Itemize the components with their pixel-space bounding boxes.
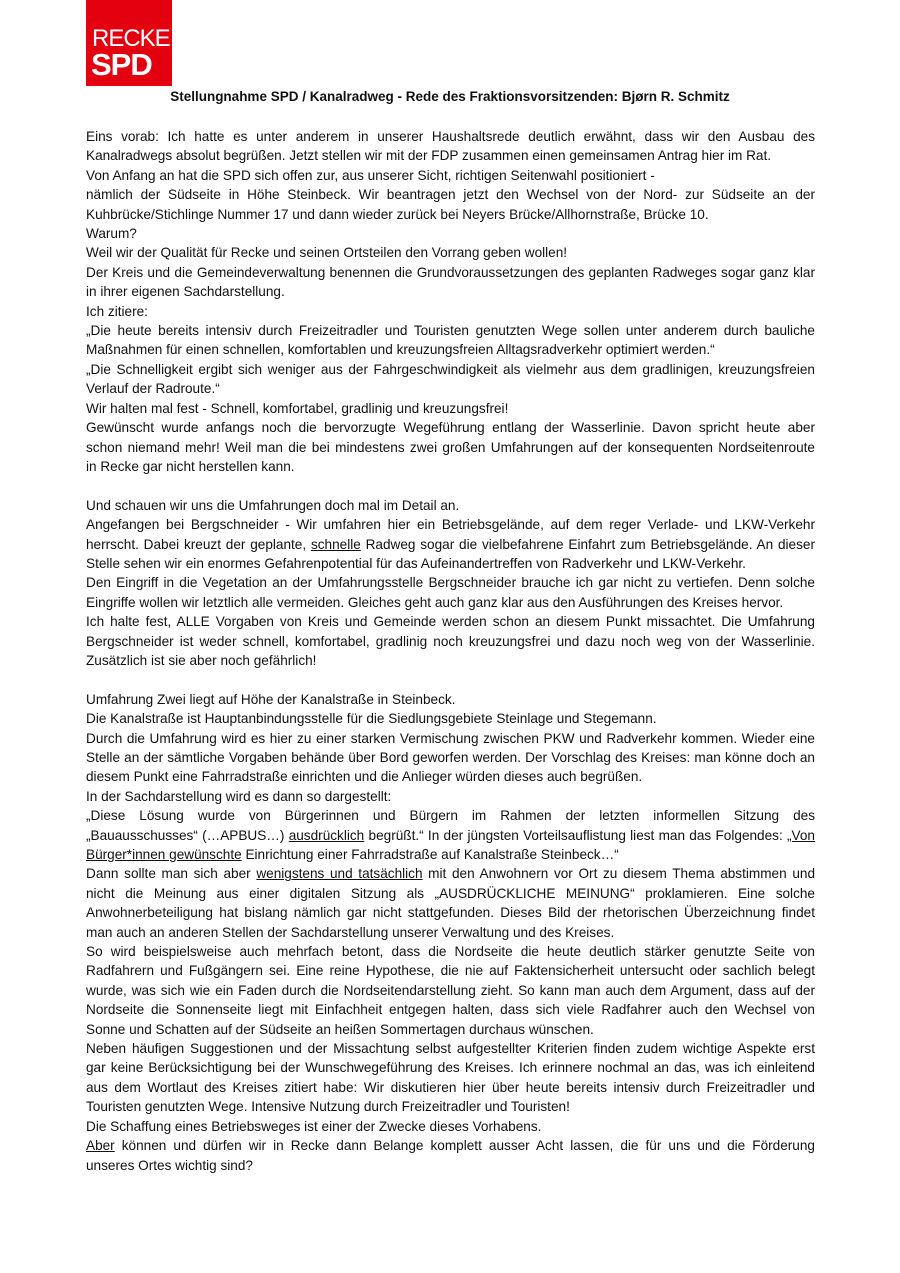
text-line: „Die heute bereits intensiv durch Freizeitradler und Touristen genutzten Wege sollen unter anderem durch bauliche: [86, 323, 815, 339]
document-body: [86, 127, 815, 1175]
text-line: man auch an anderen Stellen der Sachdarstellung unserer Verwaltung und des Kreises.: [86, 924, 615, 940]
logo-line-spd: SPD: [91, 47, 152, 82]
text-line: in Recke gar nicht herstellen kann.: [86, 458, 295, 474]
text-line: aus dem Wortlaut des Kreises zitiert habe: Wir diskutieren hier über heute bereits intensiv durch Freizeitradler und: [86, 1079, 815, 1095]
logo-line-recke: RECKE: [92, 25, 170, 52]
text-line: gar keine Berücksichtigung bei der Wunschwegeführung des Kreises. Ich erinnere nochmal an das, was ich einleitend: [86, 1060, 815, 1076]
text-line: in ihrer eigenen Sachdarstellung.: [86, 284, 285, 300]
text-line: Den Eingriff in die Vegetation an der Umfahrungsstelle Bergschneider brauche ich gar nicht zu vertiefen. Denn solche: [86, 575, 815, 591]
underlined-text: schnelle: [310, 536, 361, 552]
text-line: Radfahrern und Fußgängern sei. Eine reine Hypothese, die nie auf Faktensicherheit untersucht oder sachlich belegt: [86, 963, 815, 979]
text-line: Kuhbrücke/Stichlinge Nummer 17 und dann wieder zurück bei Neyers Brücke/Allhornstraße, Brücke 10.: [86, 206, 709, 222]
text-line: schon niemand mehr! Weil man die bei mindestens zwei großen Umfahrungen auf der konsequenten Nordseitenroute: [86, 439, 815, 455]
text-line: Touristen genutzten Wege. Intensive Nutzung durch Freizeitradler und Touristen!: [86, 1099, 570, 1115]
underlined-text: Bürger*innen gewünschte: [86, 847, 242, 862]
text-line: „Bauausschusses“ (…APBUS…) ausdrücklich begrüßt.“ In der jüngsten Vorteilsauflistung liest man das Folgendes: „Von: [86, 827, 815, 843]
text-line: „Diese Lösung wurde von Bürgerinnen und Bürgern im Rahmen der letzten informellen Sitzung des: [86, 808, 815, 824]
underlined-text: „Von: [787, 827, 815, 843]
text-line: Die Schaffung eines Betriebsweges ist einer der Zwecke dieses Vorhabens.: [86, 1118, 542, 1134]
text-line: Eins vorab: Ich hatte es unter anderem in unserer Haushaltsrede deutlich erwähnt, dass wir den Ausbau des: [86, 129, 815, 144]
text-line: Bergschneider ist weder schnell, komfortabel, gradlinig noch kreuzungsfrei und dazu noch weg von der Wasserlinie.: [86, 633, 815, 649]
text-line: Maßnahmen für einen schnellen, komfortablen und kreuzungsfreien Alltagsradverkehr optimiert werden.“: [86, 342, 715, 358]
text-line: nämlich der Südseite in Höhe Steinbeck. Wir beantragen jetzt den Wechsel von der Nord- zur Südseite an der: [86, 187, 815, 203]
text-line: Ich zitiere:: [86, 303, 148, 319]
text-line: Anwohnerbeteiligung hat bislang nämlich gar nicht stattgefunden. Dieses Bild der rhetorischen Überzeichnung findet: [86, 905, 815, 921]
text-line: Der Kreis und die Gemeindeverwaltung benennen die Grundvoraussetzungen des geplanten Radweges sogar ganz klar: [86, 264, 815, 280]
text-line: Aber können und dürfen wir in Recke dann Belange komplett ausser Acht lassen, die für uns und die Förderung: [86, 1138, 815, 1154]
text-line: Dann sollte man sich aber wenigstens und tatsächlich mit den Anwohnern vor Ort zu diesem Thema abstimmen und: [86, 866, 815, 882]
text-line: Verlauf der Radroute.“: [86, 381, 220, 397]
spd-logo: [86, 0, 172, 86]
text-line: nicht die Meinung aus einer digitalen Sitzung als „AUSDRÜCKLICHE MEINUNG“ proklamieren. Eine solche: [86, 885, 815, 901]
text-line: Nordseite die Sonnenseite liegt mit Einfachheit entgegen halten, dass sich viele Radfahrer auch den Wechsel von: [86, 1002, 815, 1018]
text-line: Eingriffe wollen wir letztlich alle vermeiden. Gleiches geht auch ganz klar aus den Ausführungen des Kreises hervor.: [86, 594, 784, 610]
text-line: diesem Punkt eine Fahrradstraße einrichten und die Anlieger würden dieses auch begrüßen.: [86, 769, 643, 785]
text-line: In der Sachdarstellung wird es dann so dargestellt:: [86, 788, 392, 804]
text-line: Die Kanalstraße ist Hauptanbindungsstelle für die Siedlungsgebiete Steinlage und Stegemann.: [86, 711, 657, 727]
underlined-text: Aber: [86, 1138, 115, 1154]
text-line: Angefangen bei Bergschneider - Wir umfahren hier ein Betriebsgelände, auf dem reger Verlade- und LKW-Verkehr: [86, 517, 815, 533]
underlined-text: ausdrücklich: [288, 827, 365, 843]
text-line: Wir halten mal fest - Schnell, komfortabel, gradlinig und kreuzungsfrei!: [86, 400, 509, 416]
text-line: Weil wir der Qualität für Recke und seinen Ortsteilen den Vorrang geben wollen!: [86, 245, 568, 261]
text-line: Und schauen wir uns die Umfahrungen doch mal im Detail an.: [86, 497, 460, 513]
text-line: „Die Schnelligkeit ergibt sich weniger aus der Fahrgeschwindigkeit als vielmehr aus dem gradlinigen, kreuzungsfreien: [86, 361, 815, 377]
text-line: Sonne und Schatten auf der Südseite an heißen Sommertagen durchaus wünschen.: [86, 1021, 594, 1037]
text-line: Von Anfang an hat die SPD sich offen zur, aus unserer Sicht, richtigen Seitenwahl positioniert -: [86, 167, 655, 183]
text-line: unseres Ortes wichtig sind?: [86, 1157, 253, 1173]
text-line: Warum?: [86, 226, 137, 242]
text-line: herrscht. Dabei kreuzt der geplante, schnelle Radweg sogar die vielbefahrene Einfahrt zum Betriebsgelände. An dieser: [86, 536, 815, 552]
underlined-text: wenigstens und tatsächlich: [256, 866, 423, 882]
text-line: Gewünscht wurde anfangs noch die bervorzugte Wegeführung entlang der Wasserlinie. Davon spricht heute aber: [86, 420, 815, 436]
text-line: Neben häufigen Suggestionen und der Missachtung selbst aufgestellter Kriterien finden zudem wichtige Aspekte erst: [86, 1041, 815, 1057]
text-line: So wird beispielsweise auch mehrfach betont, dass die Nordseite die heute deutlich stärker genutzte Seite von: [86, 944, 815, 960]
document-title: Stellungnahme SPD / Kanalradweg - Rede des Fraktionsvorsitzenden: Bjørn R. Schmitz: [170, 89, 730, 104]
text-line: Stelle sehen wir ein enormes Gefahrenpotential für das Aufeinandertreffen von Radverkehr und LKW-Verkehr.: [86, 555, 746, 571]
text-line: Ich halte fest, ALLE Vorgaben von Kreis und Gemeinde werden schon an diesem Punkt missachtet. Die Umfahrung: [86, 614, 815, 630]
text-line: Durch die Umfahrung wird es hier zu einer starken Vermischung zwischen PKW und Radverkehr kommen. Wieder eine: [86, 730, 815, 746]
text-line: Zusätzlich ist sie aber noch gefährlich!: [86, 652, 317, 668]
text-line: Umfahrung Zwei liegt auf Höhe der Kanalstraße in Steinbeck.: [86, 691, 456, 707]
text-line: Stelle an der sämtliche Vorgaben behände über Bord geworfen werden. Der Vorschlag des Kreises: man könne doch an: [86, 749, 815, 765]
text-line: Kanalradwegs absolut begrüßen. Jetzt stellen wir mit der FDP zusammen einen gemeinsamen Antrag hier im Rat.: [86, 148, 772, 164]
text-line: wurde, was sich wie ein Faden durch die Nordseitendarstellung zieht. So kann man auch dem Argument, dass auf der: [86, 982, 815, 998]
text-line: Bürger*innen gewünschte Einrichtung einer Fahrradstraße auf Kanalstraße Steinbeck…“: [86, 847, 619, 862]
